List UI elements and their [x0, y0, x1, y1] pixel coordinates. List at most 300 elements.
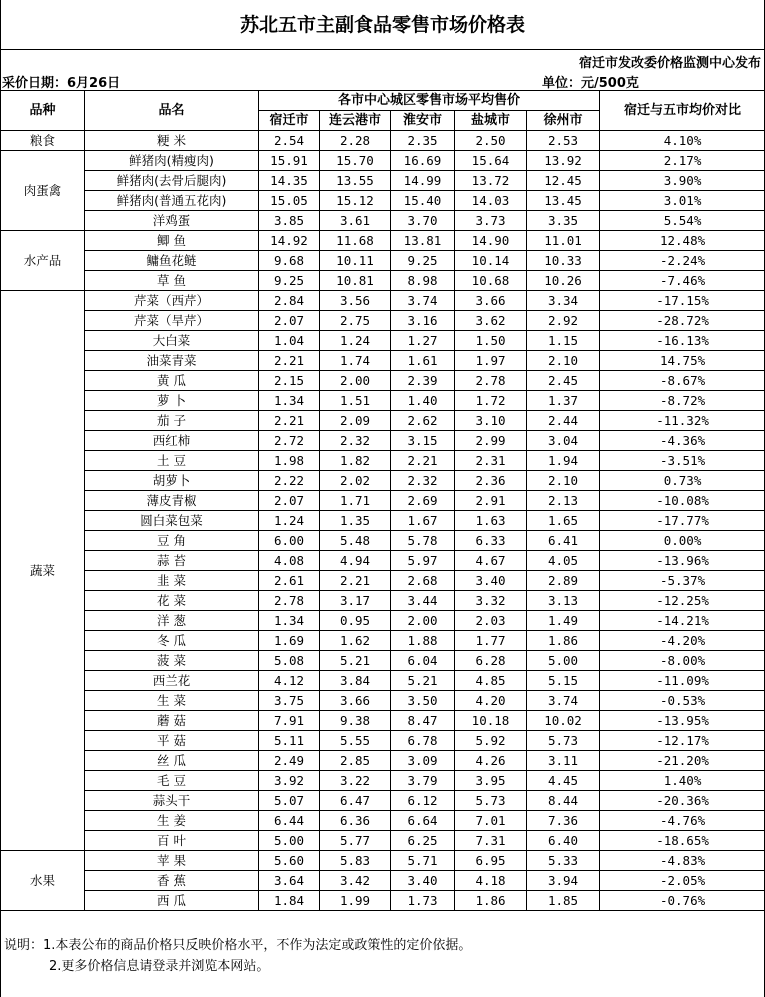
- price-cell: 2.68: [391, 571, 455, 591]
- price-cell: 2.00: [320, 371, 391, 391]
- product-name-cell: 丝 瓜: [85, 751, 259, 771]
- price-cell: 3.32: [455, 591, 527, 611]
- price-cell: 0.95: [320, 611, 391, 631]
- price-cell: 2.54: [259, 131, 320, 151]
- table-row: [1, 711, 765, 731]
- price-cell: 15.70: [320, 151, 391, 171]
- product-name-cell: 粳 米: [85, 131, 259, 151]
- price-cell: 2.62: [391, 411, 455, 431]
- price-cell: 6.12: [391, 791, 455, 811]
- price-cell: 1.84: [259, 891, 320, 911]
- price-cell: 2.53: [527, 131, 600, 151]
- compare-cell: -3.51%: [600, 451, 765, 471]
- price-cell: 7.91: [259, 711, 320, 731]
- table-row: [1, 531, 765, 551]
- price-cell: 1.94: [527, 451, 600, 471]
- price-cell: 15.40: [391, 191, 455, 211]
- price-cell: 13.92: [527, 151, 600, 171]
- product-name-cell: 西 瓜: [85, 891, 259, 911]
- price-cell: 14.90: [455, 231, 527, 251]
- table-row: [1, 651, 765, 671]
- price-cell: 1.98: [259, 451, 320, 471]
- price-cell: 1.40: [391, 391, 455, 411]
- price-cell: 11.01: [527, 231, 600, 251]
- price-cell: 3.70: [391, 211, 455, 231]
- price-cell: 5.97: [391, 551, 455, 571]
- price-cell: 1.86: [455, 891, 527, 911]
- price-cell: 2.32: [320, 431, 391, 451]
- price-cell: 3.94: [527, 871, 600, 891]
- price-cell: 1.77: [455, 631, 527, 651]
- price-cell: 6.47: [320, 791, 391, 811]
- product-name-cell: 薄皮青椒: [85, 491, 259, 511]
- product-name-cell: 百 叶: [85, 831, 259, 851]
- price-cell: 5.73: [455, 791, 527, 811]
- product-name-cell: 草 鱼: [85, 271, 259, 291]
- price-cell: 2.45: [527, 371, 600, 391]
- price-cell: 2.10: [527, 471, 600, 491]
- price-cell: 3.40: [391, 871, 455, 891]
- product-name-cell: 毛 豆: [85, 771, 259, 791]
- price-cell: 3.79: [391, 771, 455, 791]
- category-cell: 粮食: [1, 131, 85, 151]
- table-row: [1, 251, 765, 271]
- price-cell: 2.72: [259, 431, 320, 451]
- product-name-cell: 鲫 鱼: [85, 231, 259, 251]
- product-name-cell: 西兰花: [85, 671, 259, 691]
- compare-cell: -8.67%: [600, 371, 765, 391]
- price-cell: 2.99: [455, 431, 527, 451]
- compare-cell: 4.10%: [600, 131, 765, 151]
- compare-cell: -12.17%: [600, 731, 765, 751]
- table-row: [1, 831, 765, 851]
- price-cell: 3.75: [259, 691, 320, 711]
- product-name-cell: 芹菜（西芹）: [85, 291, 259, 311]
- price-cell: 6.95: [455, 851, 527, 871]
- product-name-cell: 韭 菜: [85, 571, 259, 591]
- compare-cell: -4.36%: [600, 431, 765, 451]
- price-cell: 14.35: [259, 171, 320, 191]
- table-body: [1, 131, 765, 911]
- compare-cell: -11.09%: [600, 671, 765, 691]
- table-row: [1, 451, 765, 471]
- price-cell: 4.85: [455, 671, 527, 691]
- price-cell: 9.38: [320, 711, 391, 731]
- price-cell: 14.03: [455, 191, 527, 211]
- table-row: [1, 631, 765, 651]
- price-cell: 2.21: [320, 571, 391, 591]
- table-row: [1, 131, 765, 151]
- table-row: [1, 211, 765, 231]
- price-cell: 1.51: [320, 391, 391, 411]
- price-cell: 4.08: [259, 551, 320, 571]
- price-cell: 2.75: [320, 311, 391, 331]
- price-cell: 7.01: [455, 811, 527, 831]
- price-cell: 1.86: [527, 631, 600, 651]
- product-name-cell: 蘑 菇: [85, 711, 259, 731]
- table-row: [1, 151, 765, 171]
- price-cell: 13.81: [391, 231, 455, 251]
- price-cell: 2.91: [455, 491, 527, 511]
- price-cell: 2.03: [455, 611, 527, 631]
- table-row: [1, 171, 765, 191]
- price-cell: 9.25: [391, 251, 455, 271]
- price-cell: 1.99: [320, 891, 391, 911]
- price-cell: 1.74: [320, 351, 391, 371]
- table-row: [1, 551, 765, 571]
- price-cell: 1.27: [391, 331, 455, 351]
- product-name-cell: 洋鸡蛋: [85, 211, 259, 231]
- compare-cell: -10.08%: [600, 491, 765, 511]
- table-row: [1, 611, 765, 631]
- price-cell: 1.63: [455, 511, 527, 531]
- price-cell: 9.68: [259, 251, 320, 271]
- product-name-cell: 鲜猪肉(普通五花肉): [85, 191, 259, 211]
- compare-cell: 12.48%: [600, 231, 765, 251]
- price-cell: 5.21: [320, 651, 391, 671]
- compare-cell: 3.90%: [600, 171, 765, 191]
- product-name-cell: 菠 菜: [85, 651, 259, 671]
- table-row: [1, 291, 765, 311]
- price-cell: 5.92: [455, 731, 527, 751]
- price-cell: 13.72: [455, 171, 527, 191]
- product-name-cell: 胡萝卜: [85, 471, 259, 491]
- compare-cell: -11.32%: [600, 411, 765, 431]
- price-cell: 10.02: [527, 711, 600, 731]
- header-city-group: 各市中心城区零售市场平均售价: [259, 91, 600, 111]
- price-cell: 10.14: [455, 251, 527, 271]
- price-cell: 1.24: [259, 511, 320, 531]
- price-cell: 15.91: [259, 151, 320, 171]
- table-row: [1, 591, 765, 611]
- compare-cell: -21.20%: [600, 751, 765, 771]
- date-label: 采价日期：6月26日: [2, 76, 121, 91]
- product-name-cell: 大白菜: [85, 331, 259, 351]
- product-name-cell: 洋 葱: [85, 611, 259, 631]
- table-row: [1, 231, 765, 251]
- table-row: [1, 891, 765, 911]
- table-row: [1, 271, 765, 291]
- compare-cell: -2.05%: [600, 871, 765, 891]
- price-cell: 3.74: [527, 691, 600, 711]
- price-cell: 4.67: [455, 551, 527, 571]
- price-cell: 2.78: [259, 591, 320, 611]
- price-cell: 2.22: [259, 471, 320, 491]
- price-cell: 6.40: [527, 831, 600, 851]
- price-cell: 10.11: [320, 251, 391, 271]
- table-row: [1, 191, 765, 211]
- price-cell: 1.37: [527, 391, 600, 411]
- price-cell: 2.84: [259, 291, 320, 311]
- price-cell: 10.18: [455, 711, 527, 731]
- price-cell: 2.35: [391, 131, 455, 151]
- price-cell: 4.12: [259, 671, 320, 691]
- price-cell: 2.10: [527, 351, 600, 371]
- price-cell: 10.33: [527, 251, 600, 271]
- price-cell: 1.15: [527, 331, 600, 351]
- price-cell: 6.00: [259, 531, 320, 551]
- price-cell: 2.00: [391, 611, 455, 631]
- compare-cell: -0.53%: [600, 691, 765, 711]
- price-cell: 3.95: [455, 771, 527, 791]
- price-cell: 14.99: [391, 171, 455, 191]
- product-name-cell: 香 蕉: [85, 871, 259, 891]
- product-name-cell: 蒜头干: [85, 791, 259, 811]
- price-cell: 11.68: [320, 231, 391, 251]
- price-cell: 6.04: [391, 651, 455, 671]
- header-compare: 宿迁与五市均价对比: [600, 91, 765, 131]
- price-cell: 3.56: [320, 291, 391, 311]
- header-row-1: [1, 91, 765, 111]
- price-cell: 1.82: [320, 451, 391, 471]
- price-cell: 5.21: [391, 671, 455, 691]
- product-name-cell: 豆 角: [85, 531, 259, 551]
- compare-cell: -16.13%: [600, 331, 765, 351]
- product-name-cell: 圆白菜包菜: [85, 511, 259, 531]
- price-cell: 16.69: [391, 151, 455, 171]
- product-name-cell: 萝 卜: [85, 391, 259, 411]
- product-name-cell: 平 菇: [85, 731, 259, 751]
- price-cell: 3.34: [527, 291, 600, 311]
- price-cell: 5.00: [527, 651, 600, 671]
- price-cell: 1.88: [391, 631, 455, 651]
- price-cell: 8.44: [527, 791, 600, 811]
- price-cell: 2.85: [320, 751, 391, 771]
- category-cell: 水产品: [1, 231, 85, 291]
- price-cell: 2.49: [259, 751, 320, 771]
- price-cell: 3.22: [320, 771, 391, 791]
- category-cell: 肉蛋禽: [1, 151, 85, 231]
- price-cell: 6.44: [259, 811, 320, 831]
- price-cell: 2.21: [391, 451, 455, 471]
- price-cell: 2.36: [455, 471, 527, 491]
- product-name-cell: 蒜 苔: [85, 551, 259, 571]
- price-cell: 3.66: [320, 691, 391, 711]
- header-category: 品种: [1, 91, 85, 131]
- price-cell: 2.31: [455, 451, 527, 471]
- price-cell: 1.73: [391, 891, 455, 911]
- price-cell: 6.64: [391, 811, 455, 831]
- price-cell: 3.04: [527, 431, 600, 451]
- price-cell: 3.16: [391, 311, 455, 331]
- compare-cell: -12.25%: [600, 591, 765, 611]
- compare-cell: -0.76%: [600, 891, 765, 911]
- note-1: 说明：1.本表公布的商品价格只反映价格水平，不作为法定或政策性的定价依据。: [4, 938, 472, 953]
- notes: [4, 935, 471, 977]
- product-name-cell: 西红柿: [85, 431, 259, 451]
- table-row: [1, 671, 765, 691]
- price-cell: 5.33: [527, 851, 600, 871]
- category-cell: 水果: [1, 851, 85, 911]
- table-row: [1, 431, 765, 451]
- price-cell: 3.85: [259, 211, 320, 231]
- price-cell: 2.21: [259, 351, 320, 371]
- product-name-cell: 苹 果: [85, 851, 259, 871]
- price-cell: 2.07: [259, 491, 320, 511]
- product-name-cell: 生 姜: [85, 811, 259, 831]
- compare-cell: -14.21%: [600, 611, 765, 631]
- price-cell: 2.15: [259, 371, 320, 391]
- price-cell: 1.49: [527, 611, 600, 631]
- price-cell: 5.73: [527, 731, 600, 751]
- price-cell: 3.64: [259, 871, 320, 891]
- table-row: [1, 371, 765, 391]
- price-cell: 6.28: [455, 651, 527, 671]
- price-cell: 3.40: [455, 571, 527, 591]
- price-cell: 1.97: [455, 351, 527, 371]
- price-cell: 5.00: [259, 831, 320, 851]
- product-name-cell: 油菜青菜: [85, 351, 259, 371]
- price-cell: 4.20: [455, 691, 527, 711]
- table-row: [1, 751, 765, 771]
- price-cell: 2.50: [455, 131, 527, 151]
- price-cell: 3.92: [259, 771, 320, 791]
- table-row: [1, 791, 765, 811]
- price-cell: 2.44: [527, 411, 600, 431]
- compare-cell: 5.54%: [600, 211, 765, 231]
- price-cell: 3.50: [391, 691, 455, 711]
- price-cell: 5.78: [391, 531, 455, 551]
- product-name-cell: 茄 子: [85, 411, 259, 431]
- compare-cell: -17.77%: [600, 511, 765, 531]
- compare-cell: -4.83%: [600, 851, 765, 871]
- table-row: [1, 571, 765, 591]
- price-cell: 14.92: [259, 231, 320, 251]
- price-cell: 1.67: [391, 511, 455, 531]
- price-cell: 1.71: [320, 491, 391, 511]
- product-name-cell: 花 菜: [85, 591, 259, 611]
- price-cell: 2.39: [391, 371, 455, 391]
- unit-label: 单位：元/500克: [542, 76, 639, 91]
- price-cell: 2.02: [320, 471, 391, 491]
- compare-cell: 14.75%: [600, 351, 765, 371]
- price-cell: 6.41: [527, 531, 600, 551]
- compare-cell: -28.72%: [600, 311, 765, 331]
- category-cell: 蔬菜: [1, 291, 85, 851]
- price-cell: 8.47: [391, 711, 455, 731]
- price-cell: 10.81: [320, 271, 391, 291]
- table-row: [1, 771, 765, 791]
- table-row: [1, 811, 765, 831]
- price-cell: 2.61: [259, 571, 320, 591]
- header-name: 品名: [85, 91, 259, 131]
- price-cell: 2.89: [527, 571, 600, 591]
- price-cell: 3.74: [391, 291, 455, 311]
- table-row: [1, 351, 765, 371]
- header-city: 宿迁市: [259, 111, 320, 131]
- compare-cell: -13.95%: [600, 711, 765, 731]
- product-name-cell: 土 豆: [85, 451, 259, 471]
- date-bar: [0, 70, 765, 90]
- price-cell: 5.77: [320, 831, 391, 851]
- price-cell: 6.25: [391, 831, 455, 851]
- publisher-label: 宿迁市发改委价格监测中心发布: [578, 56, 761, 71]
- price-cell: 1.62: [320, 631, 391, 651]
- compare-cell: 2.17%: [600, 151, 765, 171]
- price-cell: 5.15: [527, 671, 600, 691]
- price-cell: 1.72: [455, 391, 527, 411]
- compare-cell: -4.20%: [600, 631, 765, 651]
- price-cell: 2.21: [259, 411, 320, 431]
- price-cell: 1.65: [527, 511, 600, 531]
- table-row: [1, 871, 765, 891]
- header-city: 徐州市: [527, 111, 600, 131]
- product-name-cell: 芹菜（旱芹）: [85, 311, 259, 331]
- table-row: [1, 511, 765, 531]
- price-cell: 3.62: [455, 311, 527, 331]
- compare-cell: 0.00%: [600, 531, 765, 551]
- table-row: [1, 391, 765, 411]
- product-name-cell: 鲜猪肉(去骨后腿肉): [85, 171, 259, 191]
- price-cell: 15.12: [320, 191, 391, 211]
- price-cell: 2.13: [527, 491, 600, 511]
- price-cell: 5.60: [259, 851, 320, 871]
- price-cell: 5.08: [259, 651, 320, 671]
- price-cell: 3.11: [527, 751, 600, 771]
- price-cell: 7.36: [527, 811, 600, 831]
- compare-cell: -5.37%: [600, 571, 765, 591]
- table-row: [1, 311, 765, 331]
- price-cell: 2.07: [259, 311, 320, 331]
- price-cell: 4.26: [455, 751, 527, 771]
- price-cell: 3.09: [391, 751, 455, 771]
- price-cell: 2.78: [455, 371, 527, 391]
- table-row: [1, 731, 765, 751]
- price-cell: 6.36: [320, 811, 391, 831]
- compare-cell: 0.73%: [600, 471, 765, 491]
- price-cell: 1.35: [320, 511, 391, 531]
- product-name-cell: 生 菜: [85, 691, 259, 711]
- compare-cell: 3.01%: [600, 191, 765, 211]
- product-name-cell: 黄 瓜: [85, 371, 259, 391]
- compare-cell: -13.96%: [600, 551, 765, 571]
- price-cell: 2.09: [320, 411, 391, 431]
- price-cell: 2.32: [391, 471, 455, 491]
- compare-cell: 1.40%: [600, 771, 765, 791]
- header-city: 连云港市: [320, 111, 391, 131]
- price-cell: 2.28: [320, 131, 391, 151]
- price-cell: 1.34: [259, 611, 320, 631]
- price-cell: 5.83: [320, 851, 391, 871]
- table-row: [1, 331, 765, 351]
- table-row: [1, 691, 765, 711]
- product-name-cell: 鳙鱼花鲢: [85, 251, 259, 271]
- price-cell: 3.42: [320, 871, 391, 891]
- price-cell: 1.61: [391, 351, 455, 371]
- price-cell: 13.45: [527, 191, 600, 211]
- price-cell: 3.84: [320, 671, 391, 691]
- price-cell: 10.26: [527, 271, 600, 291]
- note-2: 2.更多价格信息请登录并浏览本网站。: [49, 959, 270, 974]
- price-cell: 15.64: [455, 151, 527, 171]
- price-cell: 13.55: [320, 171, 391, 191]
- table-row: [1, 411, 765, 431]
- price-cell: 1.85: [527, 891, 600, 911]
- price-cell: 7.31: [455, 831, 527, 851]
- compare-cell: -17.15%: [600, 291, 765, 311]
- table-row: [1, 471, 765, 491]
- price-cell: 2.69: [391, 491, 455, 511]
- compare-cell: -7.46%: [600, 271, 765, 291]
- price-cell: 3.73: [455, 211, 527, 231]
- price-cell: 3.66: [455, 291, 527, 311]
- compare-cell: -18.65%: [600, 831, 765, 851]
- price-cell: 3.13: [527, 591, 600, 611]
- price-cell: 12.45: [527, 171, 600, 191]
- price-cell: 3.17: [320, 591, 391, 611]
- page-title: 苏北五市主副食品零售市场价格表: [0, 0, 765, 50]
- price-cell: 8.98: [391, 271, 455, 291]
